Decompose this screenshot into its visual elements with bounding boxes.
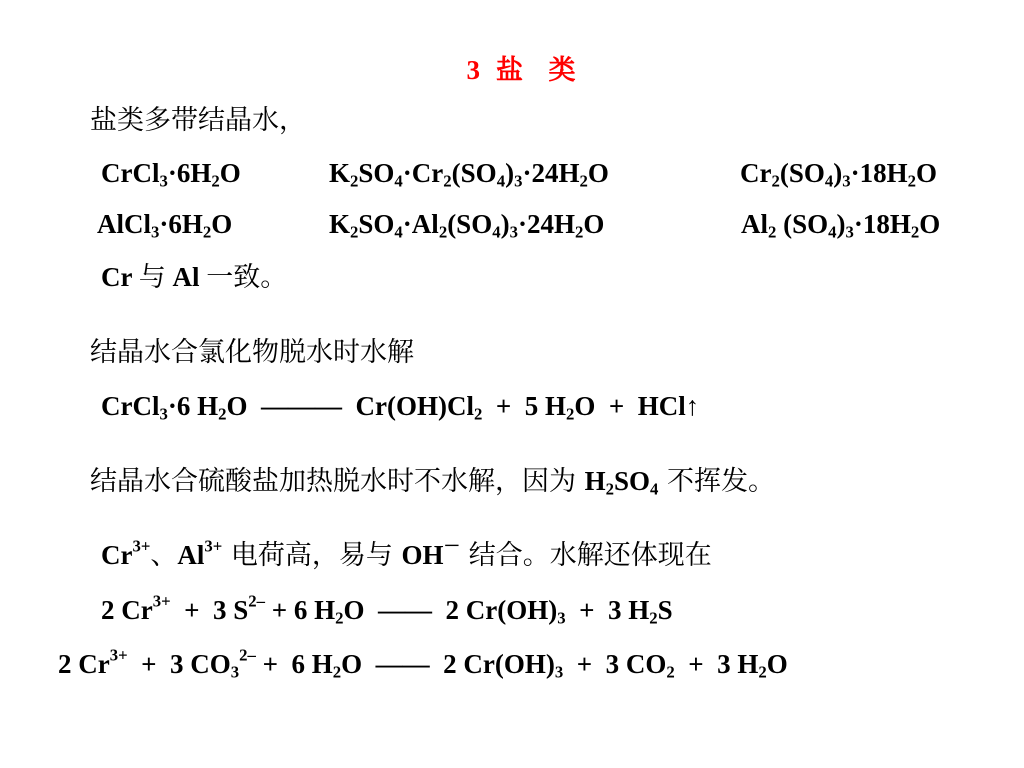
cr-al-consistent-note: Cr 与 Al 一致。	[101, 262, 288, 293]
formula-al-sulfate-hydrate: $Al_2$ $(SO_4)_3\cdot 18H_2O$	[741, 209, 941, 242]
intro-text: 盐类多带结晶水，	[90, 105, 306, 136]
formula-alcl3-hydrate: $AlCl_3\cdot 6H_2O$	[97, 209, 233, 242]
slide-title	[0, 48, 1024, 87]
formula-alum: $K_2SO_4\cdot Al_2(SO_4)_3\cdot 24H_2O$	[329, 209, 605, 242]
sulfate-dehydration-note: 结晶水合硫酸盐加热脱水时不水解，因为 $H_2SO_4$ 不挥发。	[90, 466, 775, 499]
ion-charge-note: $Cr^{3+}$、$Al^{3+}$ 电荷高，易与 OH－ 结合。水解还体现在	[101, 536, 712, 571]
title-number: 3	[466, 55, 481, 85]
equation-crcl3-dehydration: CrCl$_3$·6 $H_2O$ ——— $Cr(OH)Cl_2 + 5$ $H_2O$ + HCl↑	[101, 391, 700, 424]
formula-crcl3-hydrate: $CrCl_3\cdot 6H_2O$	[101, 158, 241, 191]
title-text: 盐 类	[496, 55, 584, 86]
formula-cr-sulfate-hydrate: $Cr_2(SO_4)_3\cdot 18H_2O$	[740, 158, 938, 191]
equation-cr-sulfide: 2 $Cr^{3+} + 3$ $S^{2-} + 6$ $H_2O$ —— 2 $Cr(OH)_3 + 3$ $H_2S$	[101, 591, 673, 628]
equation-cr-carbonate: 2 $Cr^{3+} + 3$ $CO_3^{2-} + 6$ $H_2O$ —— 2 $Cr(OH)_3 + 3$ $CO_2 + 3$ $H_2O$	[58, 645, 788, 682]
formula-chrome-alum: $K_2SO_4\cdot Cr_2(SO_4)_3\cdot 24H_2O$	[329, 158, 609, 191]
chloride-hydrolysis-heading: 结晶水合氯化物脱水时水解	[90, 337, 414, 368]
